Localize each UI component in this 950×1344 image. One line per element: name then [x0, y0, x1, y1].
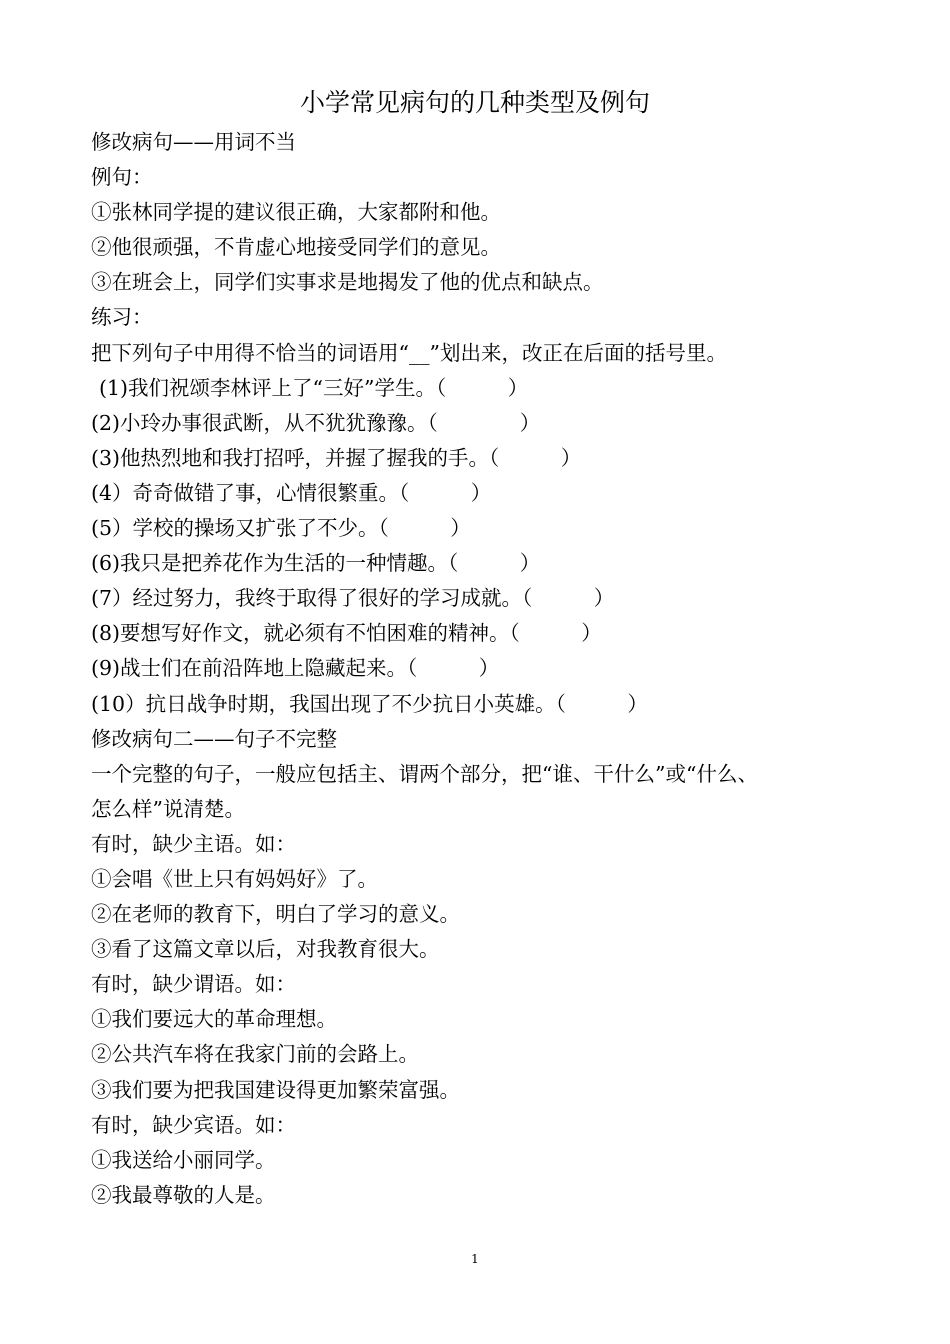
example-sentence: ②他很顽强，不肯虚心地接受同学们的意见。	[91, 235, 501, 260]
exercise-item: (10）抗日战争时期，我国出现了不少抗日小英雄。（ ）	[91, 691, 648, 716]
text-line: 例句：	[91, 165, 153, 190]
exercise-item: (8)要想写好作文，就必须有不怕困难的精神。（ ）	[91, 621, 602, 646]
example-sentence: ③我们要为把我国建设得更加繁荣富强。	[91, 1077, 460, 1102]
exercise-item: (3)他热烈地和我打招呼，并握了握我的手。（ ）	[91, 445, 582, 470]
paragraph-text: 怎么样”说清楚。	[91, 796, 245, 821]
example-sentence: ③在班会上，同学们实事求是地揭发了他的优点和缺点。	[91, 270, 604, 295]
exercise-item: (5）学校的操场又扩张了不少。（ ）	[91, 516, 471, 541]
exercise-item: (6)我只是把养花作为生活的一种情趣。（ ）	[91, 551, 541, 576]
example-sentence: ①张林同学提的建议很正确，大家都附和他。	[91, 200, 501, 225]
example-sentence: ③看了这篇文章以后，对我教育很大。	[91, 937, 440, 962]
exercise-item: (1)我们祝颂李林评上了“三好”学生。（ ）	[99, 375, 529, 400]
exercise-item: (2)小玲办事很武断，从不犹犹豫豫。（ ）	[91, 410, 541, 435]
example-sentence: ②在老师的教育下，明白了学习的意义。	[91, 902, 460, 927]
example-sentence: ①我送给小丽同学。	[91, 1147, 276, 1172]
example-sentence: ②公共汽车将在我家门前的会路上。	[91, 1042, 419, 1067]
instruction-text: 把下列句子中用得不恰当的词语用“__”划出来，改正在后面的括号里。	[91, 340, 727, 365]
document-body	[91, 125, 871, 1213]
exercise-item: (4）奇奇做错了事，心情很繁重。（ ）	[91, 480, 492, 505]
subheading-text: 有时，缺少主语。如：	[91, 831, 296, 856]
page-number: 1	[471, 1252, 479, 1266]
subheading-text: 有时，缺少宾语。如：	[91, 1112, 296, 1137]
example-sentence: ①我们要远大的革命理想。	[91, 1007, 337, 1032]
document-title: 小学常见病句的几种类型及例句	[299, 88, 650, 117]
example-sentence: ②我最尊敬的人是。	[91, 1182, 276, 1207]
exercise-item: (7）经过努力，我终于取得了很好的学习成就。（ ）	[91, 586, 615, 611]
example-sentence: ①会唱《世上只有妈妈好》了。	[91, 866, 378, 891]
section-heading: 修改病句——用词不当	[91, 130, 296, 154]
paragraph-text: 一个完整的句子，一般应包括主、谓两个部分，把“谁、干什么”或“什么、	[91, 761, 758, 786]
text-line: 练习：	[91, 305, 153, 330]
section-heading: 修改病句二——句子不完整	[91, 726, 337, 751]
subheading-text: 有时，缺少谓语。如：	[91, 972, 296, 997]
exercise-item: (9)战士们在前沿阵地上隐藏起来。（ ）	[91, 656, 500, 681]
